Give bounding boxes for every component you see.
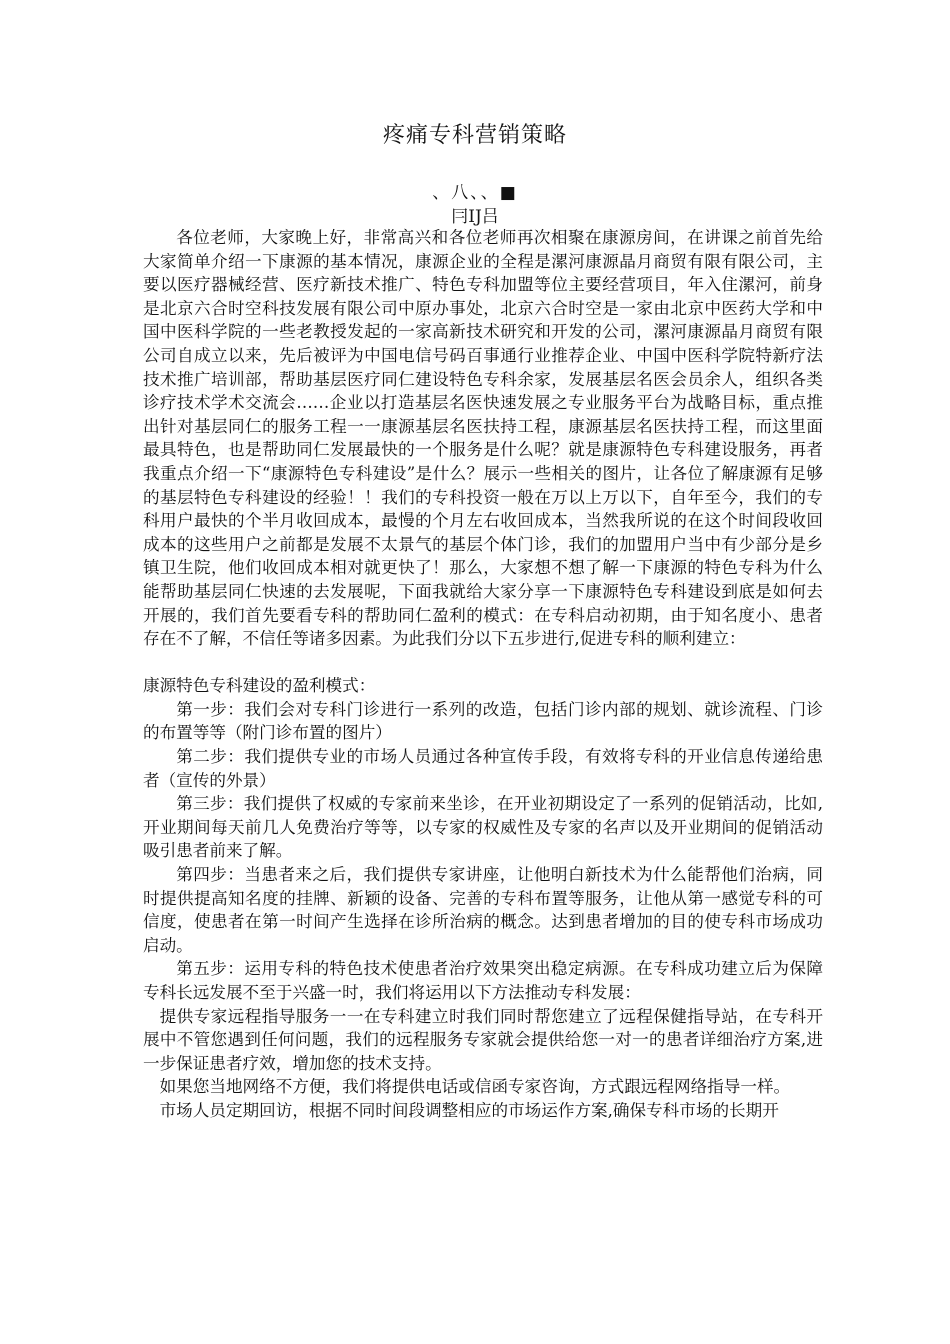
- method-1-paragraph: 提供专家远程指导服务一一在专科建立时我们同时帮您建立了远程保健指导站，在专科开展中不管您遇到任何问题，我们的远程服务专家就会提供给您一对一的患者详细治疗方案,进一步保证患者疗效，增加您的技术支持。: [143, 1006, 823, 1073]
- method-3-paragraph: 市场人员定期回访，根据不同时间段调整相应的市场运作方案,确保专科市场的长期开: [159, 1100, 779, 1120]
- garbled-subtitle-line-1: 、八、、■: [432, 183, 518, 203]
- step-1-paragraph: 第一步：我们会对专科门诊进行一系列的改造，包括门诊内部的规划、就诊流程、门诊的布置等等（附门诊布置的图片）: [143, 699, 823, 743]
- garbled-subtitle-line-2: 冃IJ吕: [451, 207, 499, 227]
- step-4-paragraph: 第四步：当患者来之后，我们提供专家讲座，让他明白新技术为什么能帮他们治病，同时提供提高知名度的挂牌、新颖的设备、完善的专科布置等服务，让他从第一感觉专科的可信度，使患者在第一时间产生选择在诊所治病的概念。达到患者增加的目的使专科市场成功启动。: [143, 865, 823, 955]
- step-5-paragraph: 第五步：运用专科的特色技术使患者治疗效果突出稳定病源。在专科成功建立后为保障专科长远发展不至于兴盛一时，我们将运用以下方法推动专科发展：: [143, 959, 823, 1002]
- method-2-paragraph: 如果您当地网络不方便，我们将提供电话或信函专家咨询，方式跟远程网络指导一样。: [159, 1077, 791, 1097]
- step-3-paragraph: 第三步：我们提供了权威的专家前来坐诊，在开业初期设定了一系列的促销活动，比如,开业期间每天前几人免费治疗等等，以专家的权威性及专家的名声以及开业期间的促销活动吸引患者前来了解。: [143, 794, 823, 861]
- document-title: 疼痛专科营销策略: [382, 123, 567, 148]
- section-heading: 康源特色专科建设的盈利模式：: [143, 676, 376, 696]
- step-2-paragraph: 第二步：我们提供专业的市场人员通过各种宣传手段，有效将专科的开业信息传递给患者（宣传的外景）: [143, 747, 823, 790]
- intro-paragraph: 各位老师，大家晚上好，非常高兴和各位老师再次相聚在康源房间，在讲课之前首先给大家简单介绍一下康源的基本情况，康源企业的全程是漯河康源晶月商贸有限有限公司，主要以医疗器械经营、医疗新技术推广、特色专科加盟等位主要经营项目，年入住漯河，前身是北京六合时空科技发展有限公司中原办事处，北京六合时空是一家由北京中医药大学和中国中医科学院的一些老教授发起的一家高新技术研究和开发的公司，漯河康源晶月商贸有限公司自成立以来，先后被评为中国电信号码百事通行业推荐企业、中国中医科学院特新疗法技术推广培训部，帮助基层医疗同仁建设特色专科余家，发展基层名医会员余人，组织各类诊疗技术学术交流会……企业以打造基层名医快速发展之专业服务平台为战略目标，重点推出针对基层同仁的服务工程一一康源基层名医扶持工程，康源基层名医扶持工程，而这里面最具特色，也是帮助同仁发展最快的一个服务是什么呢？就是康源特色专科建设服务，再者我重点介绍一下“康源特色专科建设”是什么？展示一些相关的图片，让各位了解康源有足够的基层特色专科建设的经验！！我们的专科投资一般在万以上万以下，自年至今，我们的专科用户最快的个半月收回成本，最慢的个月左右收回成本，当然我所说的在这个时间段收回成本的这些用户之前都是发展不太景气的基层个体门诊，我们的加盟用户当中有少部分是乡镇卫生院，他们收回成本相对就更快了！那么，大家想不想了解一下康源的特色专科为什么能帮助基层同仁快速的去发展呢，下面我就给大家分享一下康源特色专科建设到底是如何去开展的，我们首先要看专科的帮助同仁盈利的模式：在专科启动初期，由于知名度小、患者存在不了解，不信任等诸多因素。为此我们分以下五步进行,促进专科的顺利建立：: [143, 228, 823, 649]
- document-body: [143, 226, 823, 1123]
- paragraph-spacer: [143, 651, 823, 675]
